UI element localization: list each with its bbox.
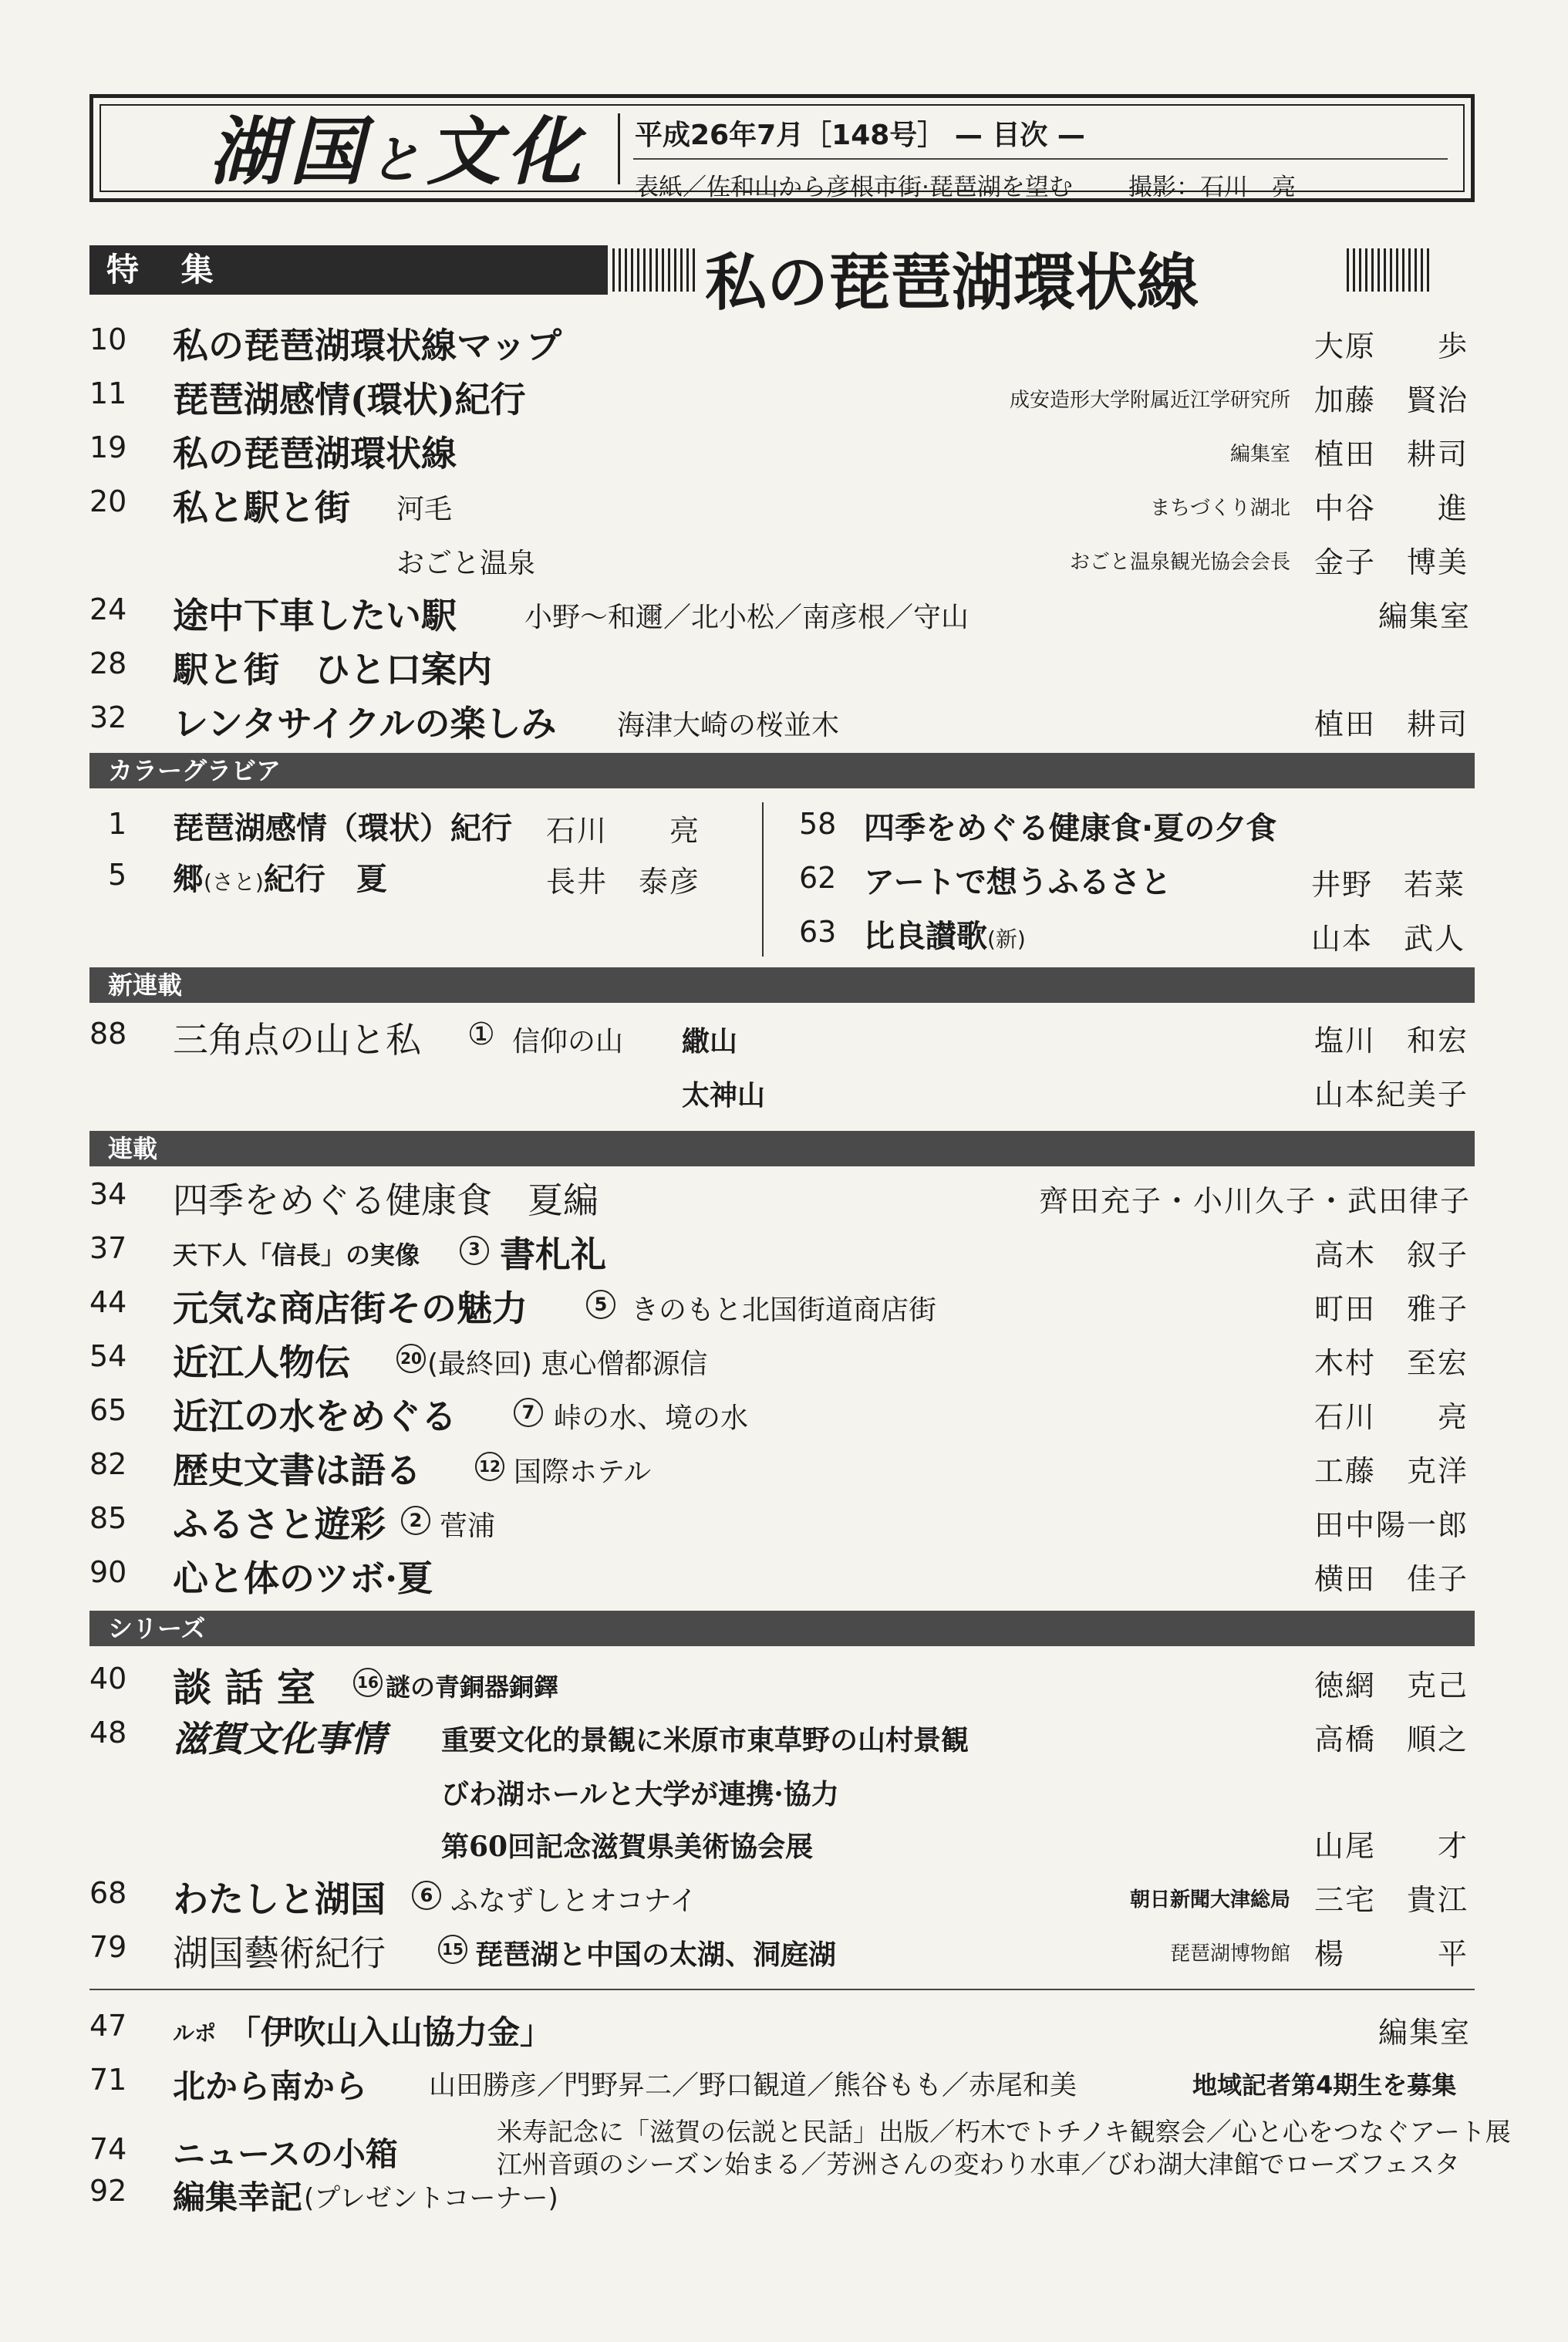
toc-entry[interactable]: [0, 642, 1568, 696]
page-number: 54: [89, 1339, 127, 1373]
toc-entry[interactable]: [0, 534, 1568, 588]
entry-note: (プレゼントコーナー): [304, 2183, 558, 2214]
page-number: 10: [89, 322, 127, 356]
page-number: 74: [89, 2132, 127, 2166]
entry-author: 石川 亮: [546, 814, 701, 848]
toc-entry[interactable]: [0, 696, 1568, 750]
page-number: 20: [89, 484, 127, 518]
entry-subtitle: 重要文化的景観に米原市東草野の山村景観: [441, 1724, 969, 1756]
entry-author: 木村 至宏: [1314, 1346, 1469, 1380]
entry-author: 編集室: [1377, 2016, 1471, 2050]
page-number: 85: [89, 1501, 127, 1535]
entry-title: 談 話 室: [173, 1665, 315, 1710]
toc-entry[interactable]: [0, 1066, 1568, 1120]
toc-entry[interactable]: [0, 1335, 1568, 1389]
page-number: 63: [799, 915, 837, 949]
cover-caption: 表紙／佐和山から彦根市街·琵琶湖を望む 撮影：石川 亮: [635, 167, 1073, 202]
page-number: 40: [89, 1662, 127, 1696]
toc-entry[interactable]: [0, 480, 1568, 534]
entry-subtitle: 菅浦: [440, 1510, 496, 1542]
entry-author: 齊田充子・小川久子・武田律子: [1038, 1184, 1471, 1218]
toc-entry[interactable]: [0, 2004, 1568, 2058]
entry-author: 山尾 才: [1314, 1829, 1469, 1863]
entry-title: 書札礼: [500, 1233, 606, 1275]
issue-info: 平成26年7月［148号］ — 目次 —: [635, 120, 1085, 151]
entry-title: 途中下車したい駅: [173, 595, 457, 636]
toc-entry[interactable]: [0, 1281, 1568, 1335]
section-header-new-series: 新連載: [89, 967, 1475, 1003]
entry-subtitle: ふなずしとオコナイ: [450, 1885, 698, 1917]
entry-author: 長井 泰彦: [546, 865, 701, 899]
page-number: 92: [89, 2174, 127, 2208]
entry-title-prefix: 天下人「信長」の実像: [173, 1240, 420, 1270]
series-number: 16: [353, 1668, 383, 1697]
toc-entry[interactable]: [0, 372, 1568, 426]
entry-author: 高木 叙子: [1314, 1238, 1469, 1272]
entry-author: 田中陽一郎: [1314, 1508, 1469, 1542]
news-line: 江州音頭のシーズン始まる／芳洲さんの変わり水車／びわ湖大津館でローズフェスタ: [497, 2149, 1461, 2179]
entry-title: 琵琶湖感情(環状)紀行: [173, 379, 526, 420]
page-number: 82: [89, 1447, 127, 1481]
entry-author: 石川 亮: [1314, 1400, 1469, 1434]
page-number: 24: [89, 592, 127, 626]
entry-author: 植田 耕司: [1314, 437, 1469, 471]
entry-affiliation: 琵琶湖博物館: [1169, 1942, 1290, 1966]
toc-entry[interactable]: [0, 1551, 1568, 1605]
magazine-logo: 湖国と文化: [209, 108, 587, 195]
entry-author: 井野 若菜: [1311, 868, 1466, 902]
entry-author: 徳網 克己: [1314, 1669, 1469, 1703]
series-number: 12: [475, 1452, 504, 1481]
entry-author: 塩川 和宏: [1314, 1024, 1469, 1058]
toc-entry[interactable]: [0, 1443, 1568, 1497]
entry-subtitle: (最終回) 恵心僧都源信: [427, 1348, 708, 1380]
entry-author: 金子 博美: [1314, 545, 1469, 579]
section-header-color-gravure: カラーグラビア: [89, 753, 1475, 788]
entry-title: 編集幸記: [173, 2178, 303, 2216]
entry-title[interactable]: 比良讃歌(新): [864, 919, 1026, 954]
entry-title: 四季をめぐる健康食 夏編: [173, 1179, 599, 1221]
entry-author: 山本 武人: [1311, 922, 1466, 956]
entry-author: 町田 雅子: [1314, 1292, 1469, 1326]
entry-title[interactable]: 琵琶湖感情（環状）紀行: [173, 811, 512, 846]
page-number: 68: [89, 1876, 127, 1910]
series-number: 6: [412, 1881, 441, 1910]
section-header-series: シリーズ: [89, 1611, 1475, 1646]
toc-entry[interactable]: [0, 1227, 1568, 1281]
entry-title: 三角点の山と私: [173, 1019, 421, 1061]
entry-title: 滋賀文化事情: [173, 1718, 386, 1760]
page-number: 79: [89, 1930, 127, 1964]
entry-subtitle: 信仰の山: [512, 1026, 624, 1058]
toc-entry[interactable]: [0, 1012, 1568, 1066]
entry-subtitle: 小野〜和邇／北小松／南彦根／守山: [524, 602, 969, 633]
feature-label: 特 集: [89, 245, 608, 295]
divider: [89, 1989, 1475, 1990]
page-number: 62: [799, 861, 837, 895]
series-number: 20: [396, 1344, 426, 1373]
entry-announcement: 地域記者第4期生を募集: [1192, 2070, 1457, 2100]
page-number: 71: [89, 2063, 127, 2097]
page-number: 34: [89, 1177, 127, 1211]
entry-title[interactable]: 郷(さと)紀行 夏: [173, 862, 387, 897]
entry-author: 横田 佳子: [1314, 1562, 1469, 1596]
entry-title: 「伊吹山入山協力金」: [228, 2013, 553, 2051]
entry-author: 中谷 進: [1314, 491, 1469, 525]
entry-title[interactable]: 四季をめぐる健康食·夏の夕食: [864, 811, 1277, 846]
entry-author: 大原 歩: [1314, 329, 1469, 363]
entry-subtitle: おごと温泉: [396, 548, 536, 579]
page-number: 5: [108, 858, 127, 892]
entry-title: 近江人物伝: [173, 1341, 350, 1383]
entry-subtitle: 国際ホテル: [514, 1456, 652, 1488]
entry-title: 近江の水をめぐる: [173, 1395, 457, 1437]
entry-title: わたしと湖国: [173, 1878, 386, 1920]
entry-names: 山田勝彦／門野昇二／野口観道／熊谷もも／赤尾和美: [429, 2070, 1077, 2101]
entry-subtitle: びわ湖ホールと大学が連携·協力: [441, 1778, 839, 1810]
page-number: 47: [89, 2009, 127, 2043]
series-number: 15: [438, 1935, 467, 1964]
entry-subtitle: 海津大崎の桜並木: [617, 710, 840, 741]
feature-title: 私の琵琶湖環状線: [705, 246, 1199, 319]
entry-subtitle: 琵琶湖と中国の太湖、洞庭湖: [475, 1939, 837, 1971]
entry-author: 編集室: [1377, 599, 1471, 633]
mountain-name: 太神山: [682, 1080, 766, 1112]
page-number: 48: [89, 1716, 127, 1750]
toc-entry[interactable]: [0, 1871, 1568, 1925]
entry-title: ふるさと遊彩: [173, 1503, 386, 1545]
entry-affiliation: まちづくり湖北: [1150, 497, 1290, 520]
entry-title[interactable]: アートで想うふるさと: [864, 865, 1172, 900]
page-number: 44: [89, 1285, 127, 1319]
series-number: 7: [514, 1398, 543, 1427]
series-number: 3: [460, 1236, 489, 1265]
toc-entry[interactable]: [0, 2169, 1568, 2223]
series-number: 5: [586, 1290, 615, 1319]
entry-title: 北から南から: [173, 2067, 368, 2105]
toc-entry[interactable]: [0, 1925, 1568, 1979]
entry-title: 私の琵琶湖環状線マップ: [173, 325, 562, 366]
news-line: 米寿記念に「滋賀の伝説と民話」出版／朽木でトチノキ観察会／心と心をつなぐアート展: [497, 2117, 1511, 2147]
entry-author: 高橋 順之: [1314, 1723, 1469, 1756]
entry-author: 加藤 賢治: [1314, 383, 1469, 417]
page-number: 28: [89, 646, 127, 680]
entry-author: 植田 耕司: [1314, 707, 1469, 741]
mountain-name: 繖山: [682, 1026, 738, 1058]
entry-affiliation: 編集室: [1229, 443, 1290, 466]
section-header-serial: 連載: [89, 1131, 1475, 1166]
entry-title: 駅と街 ひと口案内: [173, 649, 492, 690]
masthead: [89, 94, 1475, 202]
page-number: 19: [89, 430, 127, 464]
toc-entry[interactable]: [0, 1711, 1568, 1765]
entry-title: ニュースの小箱: [173, 2135, 398, 2173]
toc-entry[interactable]: [0, 1173, 1568, 1227]
entry-author: 工藤 克洋: [1314, 1454, 1469, 1488]
page-number: 37: [89, 1231, 127, 1265]
entry-subtitle: 謎の青銅器銅鐸: [386, 1672, 559, 1702]
entry-affiliation: 成安造形大学附属近江学研究所: [1009, 389, 1290, 412]
entry-author: 楊 平: [1314, 1937, 1469, 1971]
entry-author: 山本紀美子: [1314, 1078, 1469, 1112]
toc-entry[interactable]: [0, 1657, 1568, 1711]
entry-subtitle: きのもと北国街道商店街: [631, 1294, 937, 1326]
entry-title: 歴史文書は語る: [173, 1449, 421, 1491]
page-number: 11: [89, 376, 127, 410]
entry-author: 三宅 貴江: [1314, 1883, 1469, 1917]
entry-affiliation: おごと温泉観光協会会長: [1069, 551, 1290, 574]
entry-title: 湖国藝術紀行: [173, 1932, 386, 1974]
feature-banner: [89, 245, 1475, 319]
toc-entry[interactable]: [0, 1497, 1568, 1551]
toc-entry[interactable]: [0, 426, 1568, 480]
toc-entry[interactable]: [0, 318, 1568, 372]
entry-subtitle: 第60回記念滋賀県美術協会展: [441, 1831, 814, 1863]
series-number: ①: [467, 1017, 495, 1052]
entry-title: 心と体のツボ·夏: [173, 1557, 433, 1599]
entry-subtitle: 河毛: [396, 494, 453, 525]
photo-credit: 撮影：石川 亮: [1128, 174, 1296, 201]
toc-entry[interactable]: [0, 1389, 1568, 1443]
page-number: 88: [89, 1017, 127, 1051]
toc-entry[interactable]: [0, 588, 1568, 642]
entry-title: レンタサイクルの楽しみ: [173, 703, 557, 744]
entry-affiliation: 朝日新聞大津総局: [1129, 1888, 1290, 1912]
toc-entry[interactable]: [0, 2058, 1568, 2112]
entry-prefix: ルポ: [173, 2020, 217, 2046]
toc-entry[interactable]: [0, 1765, 1568, 1819]
entry-title: 私の琵琶湖環状線: [173, 433, 457, 474]
entry-subtitle: 峠の水、境の水: [554, 1402, 749, 1434]
entry-title: 元気な商店街その魅力: [173, 1287, 528, 1329]
page-number: 1: [108, 807, 127, 841]
page-number: 90: [89, 1555, 127, 1589]
series-number: 2: [401, 1506, 430, 1535]
page-number: 65: [89, 1393, 127, 1427]
toc-entry[interactable]: [0, 1817, 1568, 1871]
page-number: 32: [89, 700, 127, 734]
page-number: 58: [799, 807, 837, 841]
entry-title: 私と駅と街: [173, 487, 350, 528]
